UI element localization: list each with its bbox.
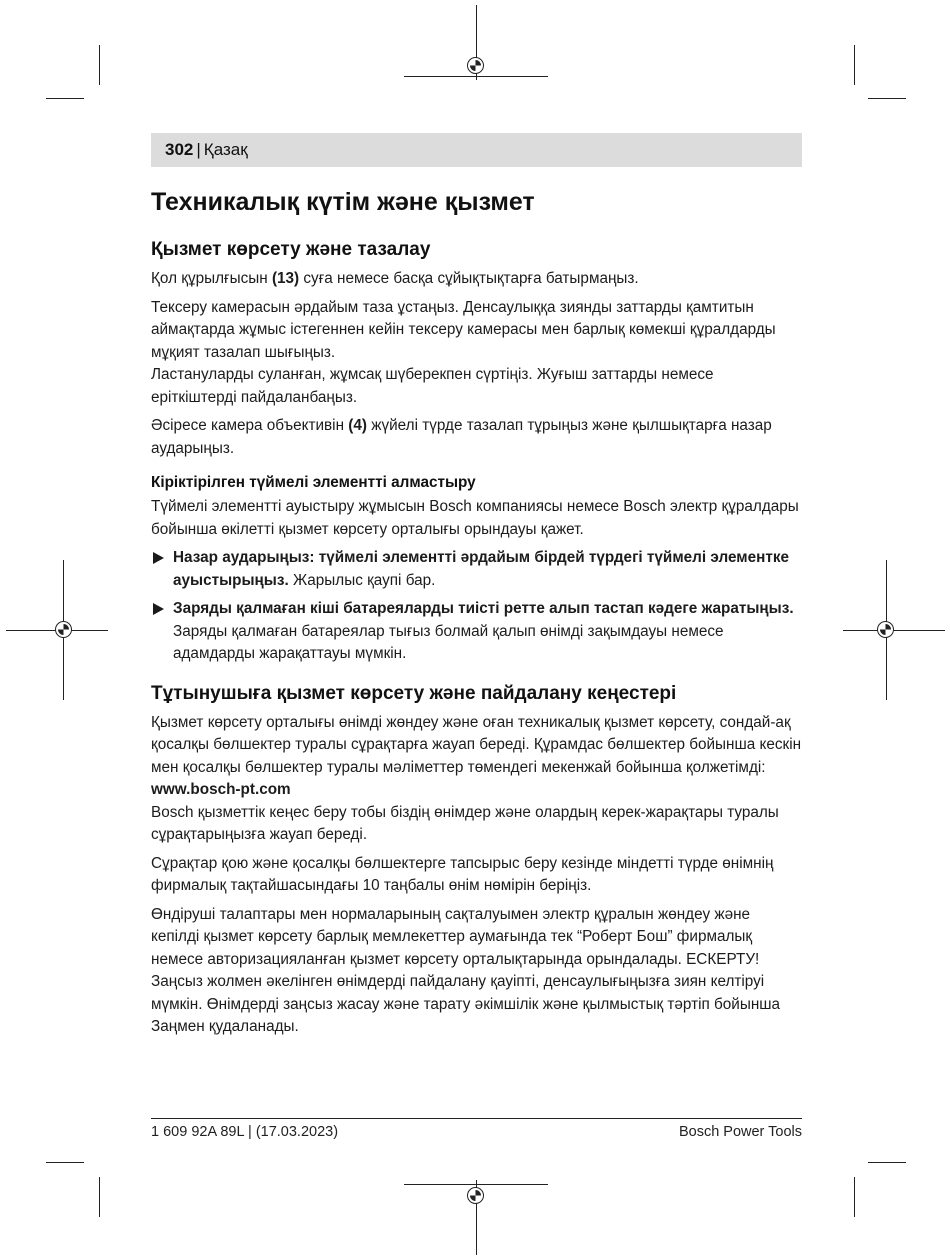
- crop-mark: [46, 1162, 84, 1163]
- page-number: 302: [165, 140, 194, 159]
- paragraph: [151, 415, 802, 460]
- reference-number: (13): [271, 270, 300, 287]
- registration-mark-icon: [55, 621, 72, 638]
- warning-item: [151, 598, 802, 666]
- paragraph: Өндіруші талаптары мен нормаларының сақталуымен электр құралын жөндеу және кепілді қызмет көрсету барлық мемлекеттер аумағында тек “Роберт Бош” фирмалық немесе авторизацияланған қызмет көрсету орталықтарында орындалады. ЕСКЕРТУ! Заңсыз жолмен әкелінген өнімдерді пайдалану қауіпті, денсаулығыңызға зиян келтіруі мүмкін. Өнімдерді заңсыз жасау және тарату әкімшілік және қылмыстық тәртіп бойынша Заңмен қудаланады.: [151, 905, 781, 1035]
- text-run: жүйелі түрде тазалап тұрыңыз және қылшықтарға назар аударыңыз.: [151, 417, 772, 457]
- warning-bold-text: Заряды қалмаған кіші батареяларды тиісті ретте алып тастап кәдеге жаратыңыз.: [173, 600, 794, 617]
- text-run: Қол құрылғысын: [151, 270, 272, 287]
- crop-mark: [99, 45, 100, 85]
- website-link[interactable]: www.bosch-pt.com: [151, 781, 291, 798]
- crop-mark: [404, 76, 548, 77]
- crop-mark: [868, 1162, 906, 1163]
- crop-mark: [868, 98, 906, 99]
- registration-mark-icon: [877, 621, 894, 638]
- bullet-triangle-icon: [153, 603, 164, 615]
- page-content: [151, 184, 802, 1045]
- paragraph: Тексеру камерасын әрдайым таза ұстаңыз. Денсаулыққа зиянды заттарды қамтитын аймақтарда жұмыс істегеннен кейін тексеру камерасы мен барлық көмекші құралдарды мұқият тазалап шығыңыз.: [151, 298, 776, 361]
- header-language: Қазақ: [203, 140, 248, 159]
- crop-mark: [843, 630, 945, 631]
- crop-mark: [404, 1184, 548, 1185]
- reference-number: (4): [348, 417, 367, 434]
- header-separator: |: [196, 140, 201, 159]
- section-heading-service: Тұтынушыға қызмет көрсету және пайдалану кеңестері: [151, 682, 677, 704]
- paragraph: Түймелі элементті ауыстыру жұмысын Bosch компаниясы немесе Bosch электр құралдары бойынша өкілетті қызмет көрсету орталығы орындауы қажет.: [151, 498, 799, 538]
- paragraph: Bosch қызметтік кеңес беру тобы біздің өнімдер және олардың керек-жарақтары туралы сұрақтарыңызға жауап береді.: [151, 803, 779, 843]
- crop-mark: [854, 1177, 855, 1217]
- warning-item: [151, 547, 802, 592]
- warning-bold-text: Назар аударыңыз: түймелі элементті әрдайым бірдей түрдегі түймелі элементке ауыстырыңыз.: [173, 549, 789, 589]
- text-run: суға немесе басқа сұйықтықтарға батырмаңыз.: [299, 270, 639, 287]
- text-run: Әсіресе камера объективін: [151, 417, 349, 434]
- paragraph: Сұрақтар қою және қосалқы бөлшектерге тапсырыс беру кезінде міндетті түрде өнімнің фирмалық тақтайшасындағы 10 таңбалы өнім нөмірін беріңіз.: [151, 854, 774, 894]
- paragraph: Қызмет көрсету орталығы өнімді жөндеу және оған техникалық қызмет көрсету, сондай-ақ қосалқы бөлшектер туралы сұрақтарға жауап береді. Құрамдас бөлшектер бойынша кескін мен қосалқы бөлшектер туралы мәліметтер төмендегі мекенжай бойынша қолжетімді:: [151, 713, 802, 776]
- paragraph: [151, 268, 802, 291]
- registration-mark-icon: [467, 57, 484, 74]
- crop-mark: [99, 1177, 100, 1217]
- page-title: Техникалық күтім және қызмет: [151, 188, 535, 216]
- warning-text: Заряды қалмаған батареялар тығыз болмай қалып өнімді зақымдауы немесе адамдарды жарақаттауы мүмкін.: [173, 622, 724, 662]
- brand-name: Bosch Power Tools: [678, 1124, 802, 1140]
- document-id: 1 609 92A 89L | (17.03.2023): [151, 1124, 339, 1140]
- crop-mark: [46, 98, 84, 99]
- running-header: [151, 133, 802, 167]
- paragraph: Ластануларды суланған, жұмсақ шүберекпен сүртіңіз. Жуғыш заттарды немесе еріткіштерді пайдаланбаңыз.: [151, 366, 714, 406]
- subsection-heading-button-cell: Кіріктірілген түймелі элементті алмастыру: [151, 474, 476, 491]
- bullet-triangle-icon: [153, 552, 164, 564]
- page-footer: [151, 1118, 802, 1142]
- crop-mark: [854, 45, 855, 85]
- warning-text: Жарылыс қаупі бар.: [288, 571, 436, 589]
- registration-mark-icon: [467, 1187, 484, 1204]
- section-heading-maintenance: Қызмет көрсету және тазалау: [151, 239, 431, 260]
